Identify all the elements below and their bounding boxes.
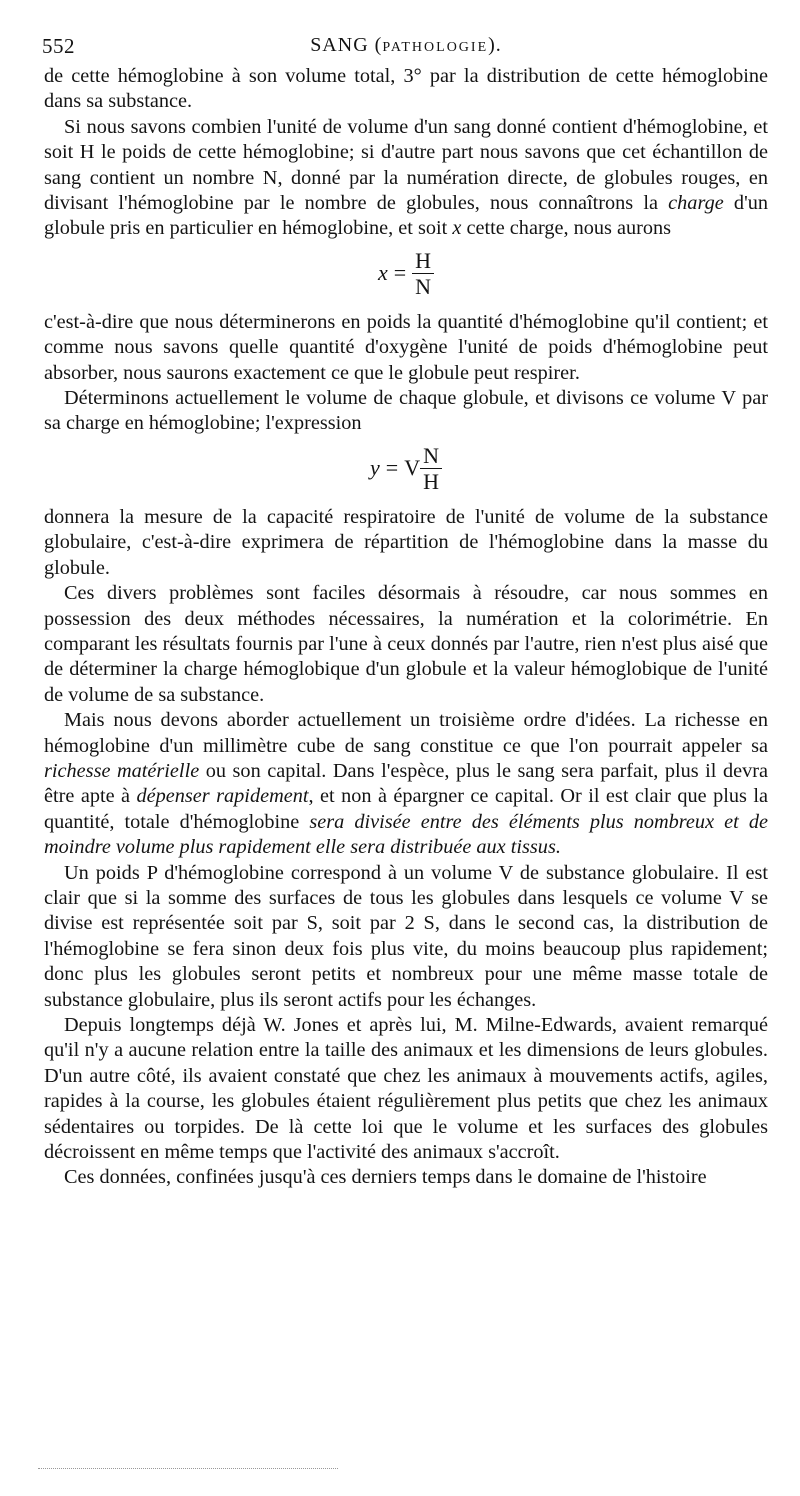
text: cette charge, nous aurons: [466, 217, 672, 240]
numerator: N: [420, 443, 442, 469]
text: Si nous savons combien l'unité de volume d'un sang donné contient d'hémoglobine, et soit H le poids de cette hémoglobine; si d'autre part nous savons que cet échantillon de sang contient un nombre N, donné par la numération directe, de globules rouges, en divisant l'hémoglobine par le nombre de globules, nous connaîtrons la: [44, 115, 768, 215]
footer-rule: [38, 1468, 338, 1469]
formula-lhs: y: [370, 455, 380, 481]
formula-equals: =: [385, 455, 399, 481]
formula-multiplier: V: [404, 455, 421, 481]
numerator: H: [412, 248, 434, 274]
italic-text: sera divisée entre des éléments plus nombreux et de moindre volume plus rapidement elle sera distribuée aux tissus.: [44, 810, 768, 859]
variable: x: [452, 217, 462, 240]
text: ou son capital. Dans l'espèce, plus le sang sera parfait, plus il devra être apte à: [44, 759, 768, 808]
fraction: [412, 248, 434, 299]
paragraph: c'est-à-dire que nous déterminerons en poids la quantité d'hémoglobine qu'il contient; et comme nous savons quelle quantité d'oxygène l'unité de poids d'hémoglobine peut absorber, nous saurons exactement ce que le globule peut respirer.: [44, 310, 768, 384]
paragraph: Un poids P d'hémoglobine correspond à un volume V de substance globulaire. Il est clair que si la somme des surfaces de tous les globules dans lesquels ce volume V se divise est représentée soit par S, soit par 2 S, dans le second cas, la distribution de l'hémoglobine se fera sinon deux fois plus vite, du moins beaucoup plus rapidement; donc plus les globules seront petits et nombreux pour une même masse totale de substance globulaire, plus ils seront actifs pour les échanges.: [44, 861, 768, 1011]
running-head: [44, 34, 768, 57]
formula-lhs: x: [377, 260, 388, 286]
italic-text: charge: [668, 192, 724, 215]
paragraph: donnera la mesure de la capacité respiratoire de l'unité de volume de la substance globulaire, c'est-à-dire exprimera de répartition de l'hémoglobine dans la masse du globule.: [44, 505, 768, 579]
running-head-subtitle: PATHOLOGIE: [382, 40, 489, 55]
paragraph: [44, 115, 768, 242]
paragraph: Ces données, confinées jusqu'à ces derniers temps dans le domaine de l'histoire: [64, 1166, 707, 1189]
formula-y: [44, 443, 768, 497]
formula-equals: =: [393, 260, 407, 286]
fraction: [420, 443, 442, 494]
page-number: 552: [42, 34, 75, 58]
paragraph: de cette hémoglobine à son volume total, 3° par la distribution de cette hémoglobine dans sa substance.: [44, 65, 768, 113]
denominator: H: [423, 468, 439, 494]
denominator: N: [415, 273, 432, 299]
italic-text: dépenser rapidement: [136, 785, 309, 808]
paragraph: Ces divers problèmes sont faciles désormais à résoudre, car nous sommes en possession des deux méthodes nécessaires, la numération et la colorimétrie. En comparant les résultats fournis par l'une à ceux donnés par l'autre, rien n'est plus aisé que de déterminer la charge hémoglobique d'un globule et la valeur hémoglobique de l'unité de volume de sa substance.: [44, 582, 768, 706]
paragraph: Déterminons actuellement le volume de chaque globule, et divisons ce volume V par sa charge en hémoglobine; l'expression: [44, 387, 768, 435]
running-head-end: ).: [488, 34, 502, 56]
text: Mais nous devons aborder actuellement un troisième ordre d'idées. La richesse en hémoglobine d'un millimètre cube de sang constitue ce que l'on pourrait appeler sa: [44, 709, 768, 757]
page: [44, 30, 768, 1191]
text: d'un globule pris en particulier en hémoglobine, et soit: [44, 192, 768, 240]
italic-text: richesse matérielle: [44, 759, 200, 782]
running-head-title: SANG (: [310, 34, 383, 56]
page-header: [44, 30, 768, 64]
paragraph: [44, 708, 768, 860]
formula-x: [44, 248, 768, 302]
text: , et non à épargner ce capital. Or il est clair que plus la quantité, totale d'hémoglobine: [44, 785, 768, 833]
paragraph: Depuis longtemps déjà W. Jones et après lui, M. Milne-Edwards, avaient remarqué qu'il n'y a aucune relation entre la taille des animaux et les dimensions de leurs globules. D'un autre côté, ils avaient constaté que chez les animaux à mouvements actifs, agiles, rapides à la course, les globules étaient régulièrement plus petits que chez les animaux sédentaires ou torpides. De là cette loi que le volume et les surfaces des globules décroissent en même temps que l'activité des animaux s'accroît.: [44, 1014, 768, 1164]
